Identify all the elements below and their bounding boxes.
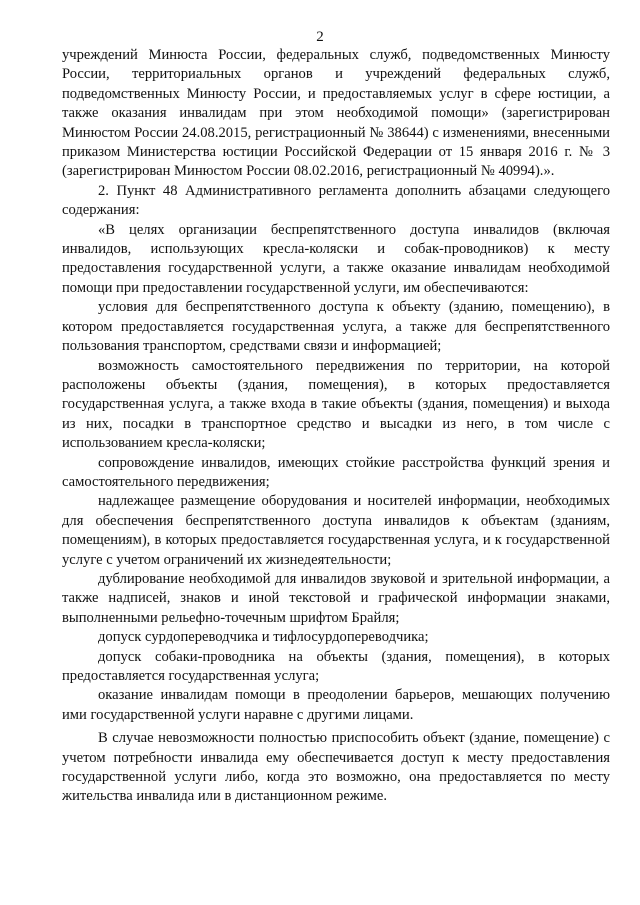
paragraph-alternative-service: В случае невозможности полностью приспособить объект (здание, помещение) с учетом потребности инвалида ему обеспечивается доступ к месту предоставления государственной услуги либо, когда это возможно, она предоставляется по месту жительства инвалида или в дистанционном режиме. bbox=[62, 730, 610, 805]
paragraph-item-2: 2. Пункт 48 Административного регламента дополнить абзацами следующего содержания: bbox=[62, 182, 610, 219]
paragraph-access-conditions: условия для беспрепятственного доступа к объекту (зданию, помещению), в котором предоставляется государственная услуга, а также для беспрепятственного пользования транспортом, средствами связи и информацией; bbox=[62, 299, 610, 355]
paragraph-equipment-placement: надлежащее размещение оборудования и носителей информации, необходимых для обеспечения беспрепятственного доступа инвалидов к объектам (зданиям, помещениям), в которых предоставляется государственная услуга, и к государственной услуге с учетом ограничений их жизнедеятельности; bbox=[62, 493, 610, 568]
paragraph-guide-dog: допуск собаки-проводника на объекты (здания, помещения), в которых предоставляется государственная услуга; bbox=[62, 648, 610, 684]
paragraph-escort: сопровождение инвалидов, имеющих стойкие расстройства функций зрения и самостоятельного передвижения; bbox=[62, 454, 610, 490]
paragraph-barrier-assistance: оказание инвалидам помощи в преодолении барьеров, мешающих получению ими государственной услуги наравне с другими лицами. bbox=[62, 687, 610, 723]
paragraph-sign-interpreter: допуск сурдопереводчика и тифлосурдопереводчика; bbox=[98, 629, 429, 646]
page-number: 2 bbox=[316, 29, 324, 45]
paragraph-accessibility-intro: «В целях организации беспрепятственного доступа инвалидов (включая инвалидов, использующих кресла-коляски и собак-проводников) к месту предоставления государственной услуги, а также оказание инвалидам необходимой помощи при предоставлении государственной услуги, им обеспечиваются: bbox=[62, 221, 610, 296]
document-body bbox=[62, 46, 610, 807]
paragraph-regulation-reference: учреждений Минюста России, федеральных служб, подведомственных Минюсту России, территориальных органов и учреждений федеральных служб, подведомственных Минюсту России, и предоставляемых услуг в сфере юстиции, а также оказания инвалидам при этом необходимой помощи» (зарегистрирован Минюстом России 24.08.2015, регистрационный № 38644) с изменениями, внесенными приказом Министерства юстиции Российской Федерации от 15 января 2016 г. № 3 (зарегистрирован Минюстом России 08.02.2016, регистрационный № 40994).». bbox=[62, 47, 610, 180]
paragraph-information-duplication: дублирование необходимой для инвалидов звуковой и зрительной информации, а также надписей, знаков и иной текстовой и графической информации знаками, выполненными рельефно-точечным шрифтом Брайля; bbox=[62, 570, 610, 626]
paragraph-independent-movement: возможность самостоятельного передвижения по территории, на которой расположены объекты (здания, помещения), в которых предоставляется государственная услуга, а также входа в такие объекты (здания, помещения) и выхода из них, посадки в транспортное средство и высадки из него, в том числе с использованием кресла-коляски; bbox=[62, 357, 610, 452]
